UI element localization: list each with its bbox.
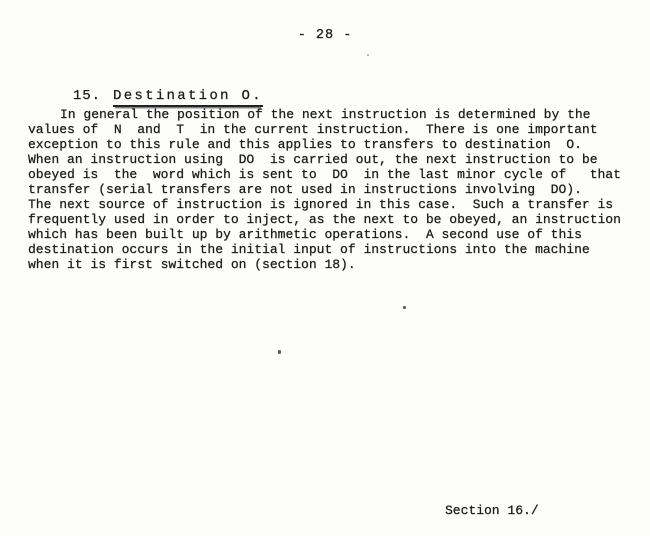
paragraph-line: when it is first switched on (section 18). bbox=[28, 257, 356, 272]
scan-speck bbox=[367, 54, 369, 56]
paragraph-line: frequently used in order to inject, as the next to be obeyed, an instruction bbox=[28, 212, 621, 227]
section-number: 15. bbox=[72, 88, 102, 104]
paragraph-line: which has been built up by arithmetic operations. A second use of this bbox=[28, 227, 582, 242]
paragraph-line: In general the position of the next instruction is determined by the bbox=[60, 107, 591, 122]
paragraph-line: values of N and T in the current instruction. There is one important bbox=[28, 122, 598, 137]
paragraph-line: When an instruction using DO is carried out, the next instruction to be bbox=[28, 152, 598, 167]
scan-speck bbox=[278, 350, 281, 354]
next-section-reference: Section 16./ bbox=[445, 503, 539, 518]
paragraph-line: destination occurs in the initial input of instructions into the machine bbox=[28, 242, 590, 257]
paragraph-line: exception to this rule and this applies to transfers to destination O. bbox=[28, 137, 582, 152]
scan-speck bbox=[403, 306, 406, 309]
section-title: Destination O. bbox=[113, 88, 263, 107]
paragraph-line: obeyed is the word which is sent to DO in the last minor cycle of that bbox=[28, 167, 621, 182]
paragraph bbox=[28, 107, 642, 272]
paragraph-line: transfer (serial transfers are not used in instructions involving DO). bbox=[28, 182, 582, 197]
page-number: - 28 - bbox=[297, 28, 353, 43]
paragraph-line: The next source of instruction is ignored in this case. Such a transfer is bbox=[28, 197, 614, 212]
